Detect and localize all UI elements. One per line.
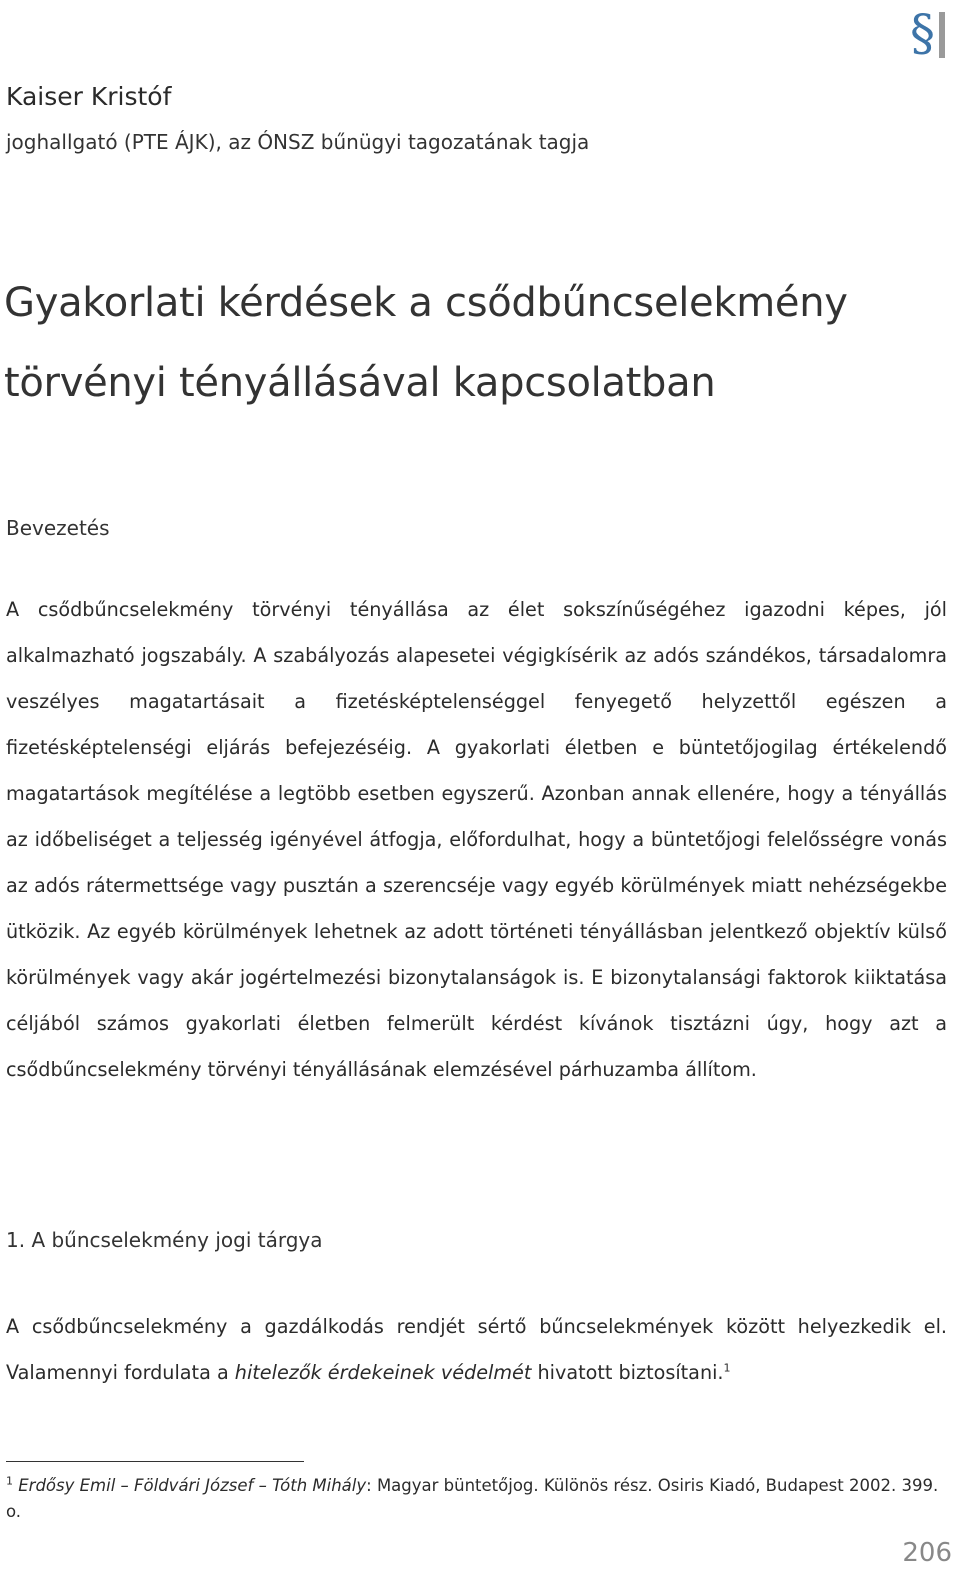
section-heading-legal-object: 1. A bűncselekmény jogi tárgya: [6, 1228, 323, 1252]
author-name: Kaiser Kristóf: [6, 82, 172, 111]
article-title: [4, 263, 848, 423]
footnote: [6, 1473, 947, 1525]
page-number: 206: [902, 1538, 952, 1568]
paragraph-text-end: hivatott biztosítani.: [531, 1361, 724, 1384]
publication-logo: [910, 6, 954, 60]
paragraph-emphasis: hitelezők érdekeinek védelmét: [234, 1361, 532, 1384]
footnote-reference[interactable]: 1: [723, 1361, 731, 1375]
footnote-number: 1: [6, 1474, 13, 1488]
section-heading-intro: Bevezetés: [6, 516, 110, 540]
author-affiliation: joghallgató (PTE ÁJK), az ÓNSZ bűnügyi tagozatának tagja: [6, 130, 590, 154]
section-sign-icon: §: [910, 4, 935, 62]
legal-object-paragraph: [6, 1304, 947, 1396]
intro-paragraph: A csődbűncselekmény törvényi tényállása az élet sokszínűségéhez igazodni képes, jól alkalmazható jogszabály. A szabályozás alapesetei végigkísérik az adós szándékos, társadalomra veszélyes magatartásait a fizetésképtelenséggel fenyegető helyzettől egészen a fizetésképtelenségi eljárás befejezéséig. A gyakorlati életben e büntetőjogilag értékelendő magatartások megítélése a legtöbb esetben egyszerű. Azonban annak ellenére, hogy a tényállás az időbeliséget a teljesség igényével átfogja, előfordulhat, hogy a büntetőjogi felelősségre vonás az adós rátermettsége vagy pusztán a szerencséje vagy egyéb körülmények miatt nehézségekbe ütközik. Az egyéb körülmények lehetnek az adott történeti tényállásban jelentkező objektív külső körülmények vagy akár jogértelmezési bizonytalanságok is. E bizonytalansági faktorok kiiktatása céljából számos gyakorlati életben felmerült kérdést kívánok tisztázni úgy, hogy azt a csődbűncselekmény törvényi tényállásának elemzésével párhuzamba állítom.: [6, 598, 947, 1081]
paragraph-text-start: A csődbűncselekmény a gazdálkodás rendjét sértő bűncselekmények között helyezkedik el. Valamennyi fordulata a: [6, 1315, 947, 1384]
title-line-2: törvényi tényállásával kapcsolatban: [4, 360, 716, 406]
logo-bar: [939, 12, 945, 58]
footnote-separator: [6, 1461, 304, 1462]
footnote-authors: Erdősy Emil – Földvári József – Tóth Mihály: [18, 1476, 367, 1495]
footnote-text: : Magyar büntetőjog. Különös rész. Osiris Kiadó, Budapest 2002. 399. o.: [6, 1476, 939, 1521]
title-line-1: Gyakorlati kérdések a csődbűncselekmény: [4, 280, 848, 326]
